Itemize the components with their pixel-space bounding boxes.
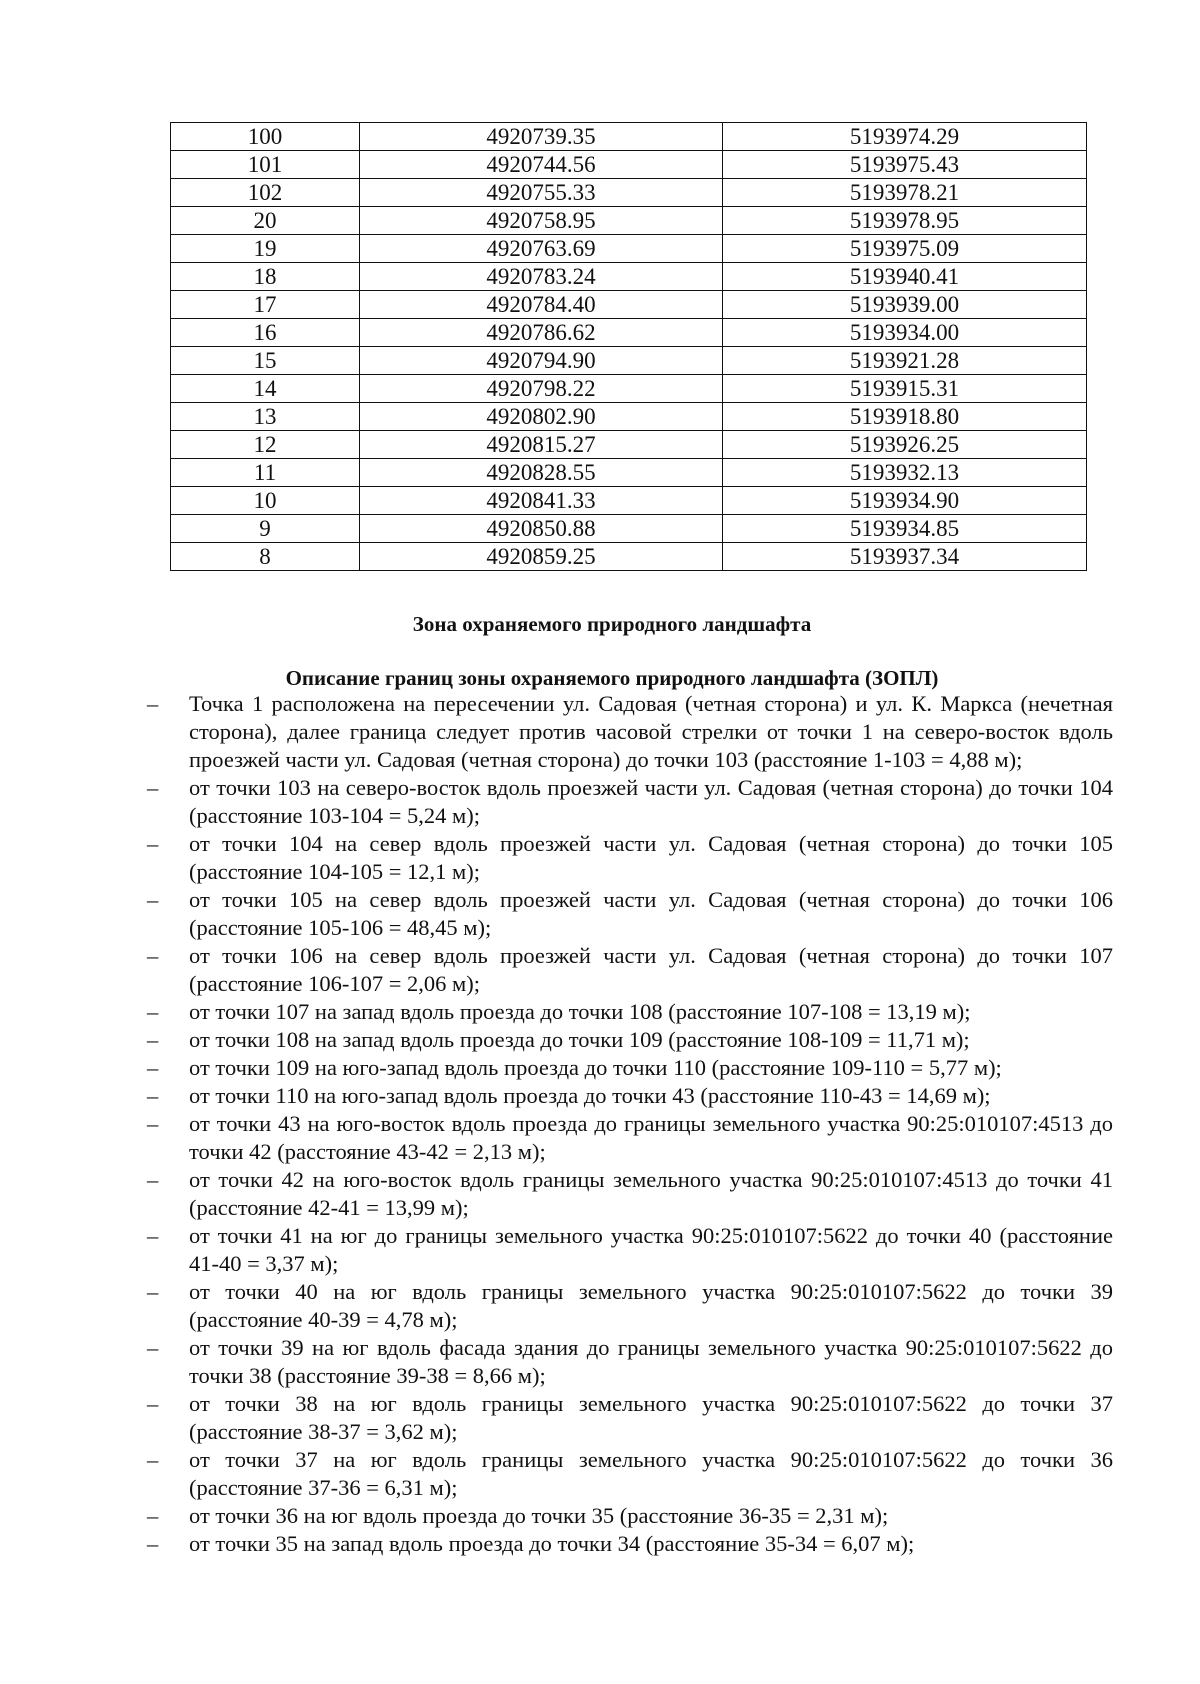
point-number-cell: 13 bbox=[171, 403, 360, 431]
point-number-cell: 15 bbox=[171, 347, 360, 375]
dash-marker: – bbox=[147, 831, 159, 856]
x-coordinate-cell: 4920786.62 bbox=[360, 319, 723, 347]
list-item-text: от точки 109 на юго-запад вдоль проезда до точки 110 (расстояние 109-110 = 5,77 м); bbox=[189, 1055, 1002, 1080]
list-item-text: от точки 35 на запад вдоль проезда до точки 34 (расстояние 35-34 = 6,07 м); bbox=[189, 1531, 915, 1556]
table-row bbox=[171, 487, 1087, 515]
table-row bbox=[171, 459, 1087, 487]
x-coordinate-cell: 4920859.25 bbox=[360, 543, 723, 571]
list-item-text: от точки 41 на юг до границы земельного участка 90:25:010107:5622 до точки 40 (расстояние 41-40 = 3,37 м); bbox=[189, 1223, 1113, 1276]
x-coordinate-cell: 4920784.40 bbox=[360, 291, 723, 319]
dash-marker: – bbox=[147, 887, 159, 912]
list-item-text: от точки 110 на юго-запад вдоль проезда до точки 43 (расстояние 110-43 = 14,69 м); bbox=[189, 1083, 991, 1108]
list-item-text: от точки 105 на север вдоль проезжей части ул. Садовая (четная сторона) до точки 106 (расстояние 105-106 = 48,45 м); bbox=[189, 887, 1113, 940]
point-number-cell: 10 bbox=[171, 487, 360, 515]
list-item-text: от точки 42 на юго-восток вдоль границы земельного участка 90:25:010107:4513 до точки 41 (расстояние 42-41 = 13,99 м); bbox=[189, 1167, 1113, 1220]
point-number-cell: 20 bbox=[171, 207, 360, 235]
y-coordinate-cell: 5193974.29 bbox=[723, 123, 1087, 151]
table-row bbox=[171, 123, 1087, 151]
table-row bbox=[171, 263, 1087, 291]
table-row bbox=[171, 543, 1087, 571]
table-row bbox=[171, 431, 1087, 459]
dash-marker: – bbox=[147, 1503, 159, 1528]
dash-marker: – bbox=[147, 943, 159, 968]
y-coordinate-cell: 5193915.31 bbox=[723, 375, 1087, 403]
point-number-cell: 18 bbox=[171, 263, 360, 291]
y-coordinate-cell: 5193918.80 bbox=[723, 403, 1087, 431]
list-item bbox=[0, 1054, 1113, 1082]
list-item bbox=[0, 1026, 1113, 1054]
point-number-cell: 12 bbox=[171, 431, 360, 459]
point-number-cell: 16 bbox=[171, 319, 360, 347]
list-item-text: от точки 104 на север вдоль проезжей части ул. Садовая (четная сторона) до точки 105 (расстояние 104-105 = 12,1 м); bbox=[189, 831, 1113, 884]
list-item-text: от точки 43 на юго-восток вдоль проезда до границы земельного участка 90:25:010107:4513 до точки 42 (расстояние 43-42 = 2,13 м); bbox=[189, 1111, 1113, 1164]
point-number-cell: 14 bbox=[171, 375, 360, 403]
point-number-cell: 100 bbox=[171, 123, 360, 151]
y-coordinate-cell: 5193921.28 bbox=[723, 347, 1087, 375]
point-number-cell: 17 bbox=[171, 291, 360, 319]
dash-marker: – bbox=[147, 1223, 159, 1248]
table-row bbox=[171, 291, 1087, 319]
y-coordinate-cell: 5193978.95 bbox=[723, 207, 1087, 235]
table-row bbox=[171, 319, 1087, 347]
table-row bbox=[171, 151, 1087, 179]
list-item bbox=[0, 1446, 1113, 1502]
dash-marker: – bbox=[147, 1391, 159, 1416]
list-item bbox=[0, 774, 1113, 830]
x-coordinate-cell: 4920850.88 bbox=[360, 515, 723, 543]
section-subtitle: Описание границ зоны охраняемого природного ландшафта (ЗОПЛ) bbox=[285, 666, 939, 690]
point-number-cell: 101 bbox=[171, 151, 360, 179]
coordinates-table-body bbox=[171, 123, 1087, 571]
list-item-text: от точки 106 на север вдоль проезжей части ул. Садовая (четная сторона) до точки 107 (расстояние 106-107 = 2,06 м); bbox=[189, 943, 1113, 996]
dash-marker: – bbox=[147, 1111, 159, 1136]
point-number-cell: 8 bbox=[171, 543, 360, 571]
dash-marker: – bbox=[147, 999, 159, 1024]
dash-marker: – bbox=[147, 1447, 159, 1472]
coordinates-table bbox=[170, 122, 1087, 571]
list-item-text: от точки 37 на юг вдоль границы земельного участка 90:25:010107:5622 до точки 36 (расстояние 37-36 = 6,31 м); bbox=[189, 1447, 1113, 1500]
list-item bbox=[0, 1166, 1113, 1222]
y-coordinate-cell: 5193937.34 bbox=[723, 543, 1087, 571]
y-coordinate-cell: 5193932.13 bbox=[723, 459, 1087, 487]
table-row bbox=[171, 179, 1087, 207]
list-item-text: от точки 103 на северо-восток вдоль проезжей части ул. Садовая (четная сторона) до точки 104 (расстояние 103-104 = 5,24 м); bbox=[189, 775, 1113, 828]
x-coordinate-cell: 4920802.90 bbox=[360, 403, 723, 431]
x-coordinate-cell: 4920739.35 bbox=[360, 123, 723, 151]
table-row bbox=[171, 347, 1087, 375]
list-item bbox=[0, 1390, 1113, 1446]
list-item-text: от точки 40 на юг вдоль границы земельного участка 90:25:010107:5622 до точки 39 (расстояние 40-39 = 4,78 м); bbox=[189, 1279, 1113, 1332]
y-coordinate-cell: 5193940.41 bbox=[723, 263, 1087, 291]
list-item bbox=[0, 1334, 1113, 1390]
list-item-text: от точки 39 на юг вдоль фасада здания до границы земельного участка 90:25:010107:5622 до точки 38 (расстояние 39-38 = 8,66 м); bbox=[189, 1335, 1113, 1388]
point-number-cell: 11 bbox=[171, 459, 360, 487]
table-row bbox=[171, 375, 1087, 403]
x-coordinate-cell: 4920758.95 bbox=[360, 207, 723, 235]
x-coordinate-cell: 4920744.56 bbox=[360, 151, 723, 179]
list-item bbox=[0, 690, 1113, 774]
dash-marker: – bbox=[147, 1083, 159, 1108]
list-item bbox=[0, 886, 1113, 942]
list-item bbox=[0, 1222, 1113, 1278]
table-row bbox=[171, 207, 1087, 235]
list-item bbox=[0, 1530, 1113, 1558]
list-item-text: от точки 36 на юг вдоль проезда до точки 35 (расстояние 36-35 = 2,31 м); bbox=[189, 1503, 889, 1528]
x-coordinate-cell: 4920794.90 bbox=[360, 347, 723, 375]
section-title: Зона охраняемого природного ландшафта bbox=[412, 612, 812, 636]
list-item bbox=[0, 1110, 1113, 1166]
list-item bbox=[0, 1278, 1113, 1334]
list-item bbox=[0, 830, 1113, 886]
x-coordinate-cell: 4920755.33 bbox=[360, 179, 723, 207]
dash-marker: – bbox=[147, 1531, 159, 1556]
table-row bbox=[171, 515, 1087, 543]
x-coordinate-cell: 4920783.24 bbox=[360, 263, 723, 291]
table-row bbox=[171, 235, 1087, 263]
y-coordinate-cell: 5193934.90 bbox=[723, 487, 1087, 515]
y-coordinate-cell: 5193939.00 bbox=[723, 291, 1087, 319]
y-coordinate-cell: 5193975.09 bbox=[723, 235, 1087, 263]
point-number-cell: 19 bbox=[171, 235, 360, 263]
list-item-text: от точки 108 на запад вдоль проезда до точки 109 (расстояние 108-109 = 11,71 м); bbox=[189, 1027, 970, 1052]
x-coordinate-cell: 4920763.69 bbox=[360, 235, 723, 263]
x-coordinate-cell: 4920798.22 bbox=[360, 375, 723, 403]
list-item-text: Точка 1 расположена на пересечении ул. Садовая (четная сторона) и ул. К. Маркса (нечетная сторона), далее граница следует против часовой стрелки от точки 1 на северо-восток вдоль проезжей части ул. Садовая (четная сторона) до точки 103 (расстояние 1-103 = 4,88 м); bbox=[189, 691, 1113, 772]
list-item bbox=[0, 998, 1113, 1026]
y-coordinate-cell: 5193934.85 bbox=[723, 515, 1087, 543]
list-item bbox=[0, 1502, 1113, 1530]
dash-marker: – bbox=[147, 1279, 159, 1304]
list-item bbox=[0, 1082, 1113, 1110]
list-item-text: от точки 107 на запад вдоль проезда до точки 108 (расстояние 107-108 = 13,19 м); bbox=[189, 999, 971, 1024]
table-row bbox=[171, 403, 1087, 431]
dash-marker: – bbox=[147, 1167, 159, 1192]
x-coordinate-cell: 4920828.55 bbox=[360, 459, 723, 487]
y-coordinate-cell: 5193934.00 bbox=[723, 319, 1087, 347]
dash-marker: – bbox=[147, 691, 159, 716]
dash-marker: – bbox=[147, 1055, 159, 1080]
list-item-text: от точки 38 на юг вдоль границы земельного участка 90:25:010107:5622 до точки 37 (расстояние 38-37 = 3,62 м); bbox=[189, 1391, 1113, 1444]
y-coordinate-cell: 5193975.43 bbox=[723, 151, 1087, 179]
boundary-description-list bbox=[0, 690, 1200, 1558]
list-item bbox=[0, 942, 1113, 998]
y-coordinate-cell: 5193926.25 bbox=[723, 431, 1087, 459]
point-number-cell: 102 bbox=[171, 179, 360, 207]
x-coordinate-cell: 4920841.33 bbox=[360, 487, 723, 515]
dash-marker: – bbox=[147, 775, 159, 800]
x-coordinate-cell: 4920815.27 bbox=[360, 431, 723, 459]
dash-marker: – bbox=[147, 1335, 159, 1360]
point-number-cell: 9 bbox=[171, 515, 360, 543]
y-coordinate-cell: 5193978.21 bbox=[723, 179, 1087, 207]
dash-marker: – bbox=[147, 1027, 159, 1052]
